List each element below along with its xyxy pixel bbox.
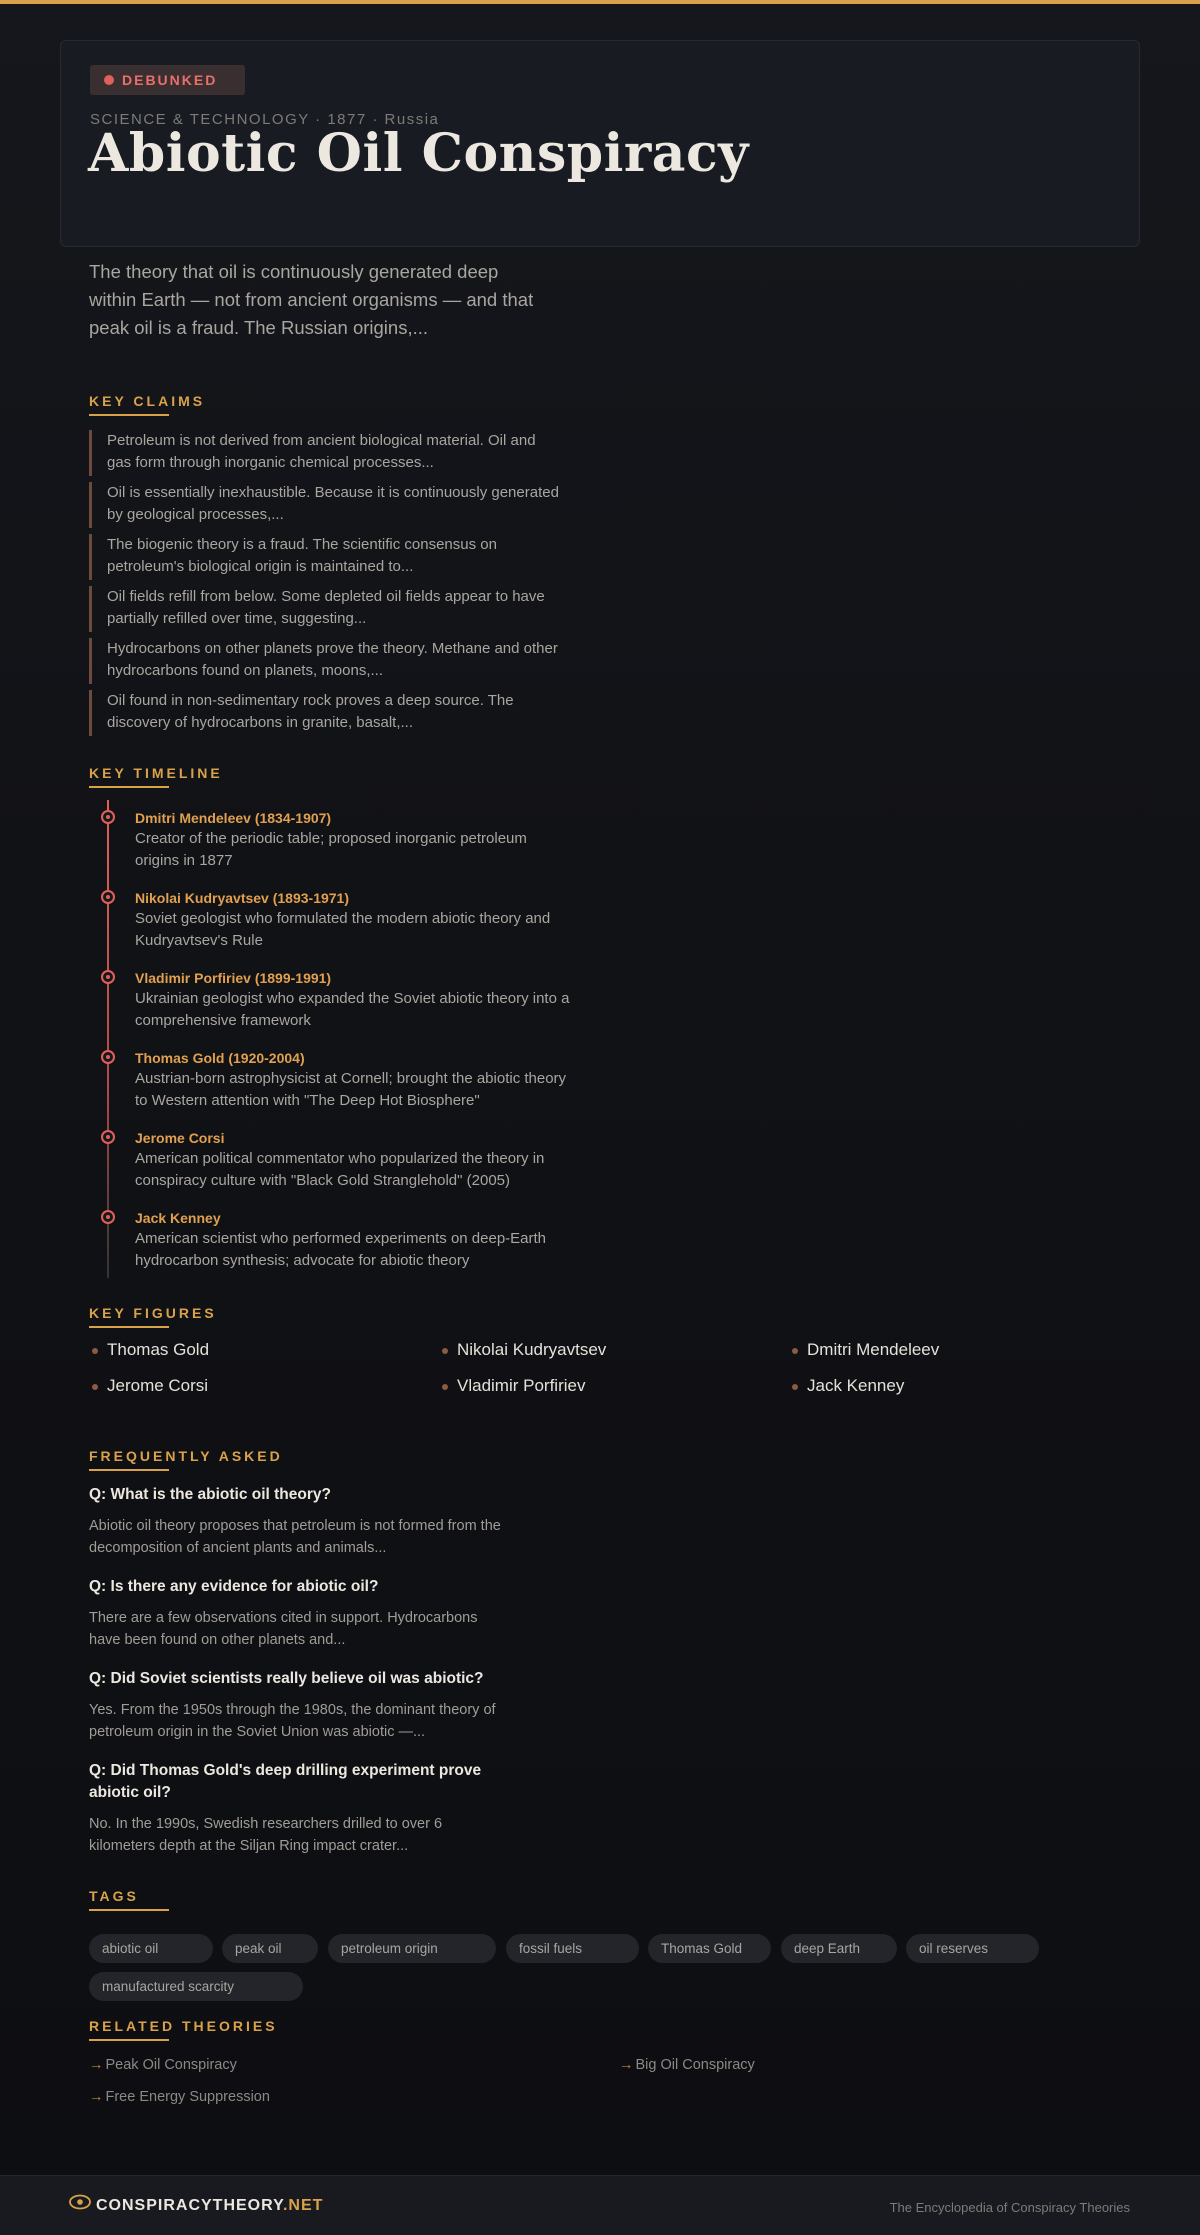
figure-name: Dmitri Mendeleev: [807, 1340, 940, 1359]
key-claims-underline: [89, 414, 169, 416]
footer-brand[interactable]: [96, 2197, 323, 2215]
tag-chip[interactable]: peak oil: [222, 1934, 318, 1963]
timeline: [89, 800, 589, 1280]
claim-item: Oil fields refill from below. Some depleted oil fields appear to have partially refilled over time, suggesting...: [89, 586, 559, 632]
faq-question[interactable]: Q: What is the abiotic oil theory?: [89, 1486, 331, 1503]
related-underline: [89, 2039, 169, 2041]
figure-item[interactable]: [89, 1340, 209, 1360]
related-link-label: Big Oil Conspiracy: [635, 2057, 755, 2073]
figure-item[interactable]: [439, 1376, 585, 1396]
related-link-big-oil[interactable]: [619, 2057, 755, 2073]
bullet-icon: [792, 1384, 798, 1390]
figure-item[interactable]: [439, 1340, 606, 1360]
claim-item: Oil is essentially inexhaustible. Because it is continuously generated by geological processes,...: [89, 482, 559, 528]
faq-item: [89, 1668, 509, 1743]
key-claims-heading: KEY CLAIMS: [89, 393, 206, 409]
timeline-item-name: Nikolai Kudryavtsev (1893-1971): [135, 890, 349, 906]
key-claims-list: [89, 430, 559, 742]
timeline-item-name: Thomas Gold (1920-2004): [135, 1050, 305, 1066]
tag-chip[interactable]: deep Earth: [781, 1934, 897, 1963]
figure-item[interactable]: [789, 1376, 904, 1396]
faq-item: [89, 1484, 509, 1559]
footer-brand-tld: .NET: [282, 2197, 324, 2214]
timeline-item-desc: Austrian-born astrophysicist at Cornell; brought the abiotic theory to Western attention with "The Deep Hot Biosphere": [135, 1070, 567, 1109]
tags-underline: [89, 1909, 169, 1911]
timeline-item-name: Jerome Corsi: [135, 1130, 225, 1146]
tag-chip[interactable]: manufactured scarcity: [89, 1972, 303, 2001]
bullet-icon: [442, 1384, 448, 1390]
timeline-item-name: Vladimir Porfiriev (1899-1991): [135, 970, 332, 986]
timeline-marker-icon: [101, 810, 115, 824]
related-link-label: Peak Oil Conspiracy: [105, 2057, 237, 2073]
summary-text: The theory that oil is continuously generated deep within Earth — not from ancient organisms — and that peak oil is a fraud. The Russian origins,...: [89, 261, 534, 338]
tag-list: [89, 1934, 1149, 2004]
bullet-icon: [92, 1384, 98, 1390]
timeline-marker-icon: [101, 1210, 115, 1224]
timeline-item-desc: Ukrainian geologist who expanded the Soviet abiotic theory into a comprehensive framework: [135, 990, 570, 1029]
faq-item: [89, 1576, 509, 1651]
faq-answer: No. In the 1990s, Swedish researchers drilled to over 6 kilometers depth at the Siljan Ring impact crater...: [89, 1816, 443, 1854]
claim-item: Hydrocarbons on other planets prove the theory. Methane and other hydrocarbons found on planets, moons,...: [89, 638, 559, 684]
status-badge: [90, 65, 245, 95]
related-link-peak-oil[interactable]: [89, 2057, 237, 2073]
arrow-right-icon: →: [89, 2057, 104, 2073]
faq-question[interactable]: Q: Did Soviet scientists really believe oil was abiotic?: [89, 1670, 484, 1687]
timeline-marker-icon: [101, 970, 115, 984]
claim-item: The biogenic theory is a fraud. The scientific consensus on petroleum's biological origin is maintained to...: [89, 534, 559, 580]
tag-chip[interactable]: fossil fuels: [506, 1934, 639, 1963]
figure-item[interactable]: [789, 1340, 939, 1360]
key-figures-heading: KEY FIGURES: [89, 1305, 217, 1321]
hero-meta: SCIENCE & TECHNOLOGY · 1877 · Russia: [90, 111, 440, 128]
timeline-item-desc: Creator of the periodic table; proposed inorganic petroleum origins in 1877: [135, 830, 527, 869]
timeline-underline: [89, 786, 169, 788]
figure-name: Jerome Corsi: [107, 1376, 209, 1395]
figure-name: Nikolai Kudryavtsev: [457, 1340, 607, 1359]
hero-card: [60, 40, 1140, 247]
timeline-item-desc: Soviet geologist who formulated the modern abiotic theory and Kudryavtsev's Rule: [135, 910, 551, 949]
claim-item: Petroleum is not derived from ancient biological material. Oil and gas form through inorganic chemical processes...: [89, 430, 559, 476]
bullet-icon: [792, 1348, 798, 1354]
timeline-marker-icon: [101, 890, 115, 904]
faq-answer: Abiotic oil theory proposes that petroleum is not formed from the decomposition of ancient plants and animals...: [89, 1518, 501, 1556]
status-dot-icon: [104, 75, 114, 85]
related-link-free-energy[interactable]: [89, 2089, 270, 2105]
faq-heading: FREQUENTLY ASKED: [89, 1448, 283, 1464]
faq-question[interactable]: Q: Is there any evidence for abiotic oil?: [89, 1578, 379, 1595]
footer-tagline: The Encyclopedia of Conspiracy Theories: [889, 2200, 1130, 2215]
tag-chip[interactable]: oil reserves: [906, 1934, 1039, 1963]
tag-chip[interactable]: Thomas Gold: [648, 1934, 771, 1963]
faq-item: [89, 1760, 509, 1857]
related-link-label: Free Energy Suppression: [105, 2089, 270, 2105]
figure-name: Jack Kenney: [807, 1376, 905, 1395]
timeline-heading: KEY TIMELINE: [89, 765, 223, 781]
bullet-icon: [92, 1348, 98, 1354]
faq-answer: Yes. From the 1950s through the 1980s, the dominant theory of petroleum origin in the Soviet Union was abiotic —...: [89, 1702, 496, 1740]
timeline-item-desc: American scientist who performed experiments on deep-Earth hydrocarbon synthesis; advocate for abiotic theory: [135, 1230, 547, 1269]
footer-brand-name: CONSPIRACYTHEORY: [96, 2197, 283, 2214]
claim-item: Oil found in non-sedimentary rock proves a deep source. The discovery of hydrocarbons in granite, basalt,...: [89, 690, 559, 736]
timeline-item-desc: American political commentator who popularized the theory in conspiracy culture with "Black Gold Stranglehold" (2005): [135, 1150, 545, 1189]
timeline-item-name: Dmitri Mendeleev (1834-1907): [135, 810, 332, 826]
bullet-icon: [442, 1348, 448, 1354]
tags-heading: TAGS: [89, 1888, 139, 1904]
faq-question[interactable]: Q: Did Thomas Gold's deep drilling experiment prove abiotic oil?: [89, 1762, 482, 1801]
faq-underline: [89, 1469, 169, 1471]
key-figures-underline: [89, 1326, 169, 1328]
timeline-item-name: Jack Kenney: [135, 1210, 221, 1226]
arrow-right-icon: →: [619, 2057, 634, 2073]
page-title: Abiotic Oil Conspiracy: [88, 123, 749, 184]
related-heading: RELATED THEORIES: [89, 2018, 278, 2034]
timeline-line: [107, 800, 109, 1278]
figure-name: Thomas Gold: [107, 1340, 210, 1359]
arrow-right-icon: →: [89, 2089, 104, 2105]
status-badge-label: DEBUNKED: [122, 72, 218, 88]
tag-chip[interactable]: petroleum origin: [328, 1934, 496, 1963]
figure-item[interactable]: [89, 1376, 208, 1396]
timeline-marker-icon: [101, 1050, 115, 1064]
figure-name: Vladimir Porfiriev: [457, 1376, 586, 1395]
faq-answer: There are a few observations cited in support. Hydrocarbons have been found on other planets and...: [89, 1610, 478, 1648]
eye-logo-icon[interactable]: [69, 2194, 91, 2210]
tag-chip[interactable]: abiotic oil: [89, 1934, 213, 1963]
timeline-marker-icon: [101, 1130, 115, 1144]
footer: [0, 2175, 1200, 2235]
top-accent-bar: [0, 0, 1200, 4]
